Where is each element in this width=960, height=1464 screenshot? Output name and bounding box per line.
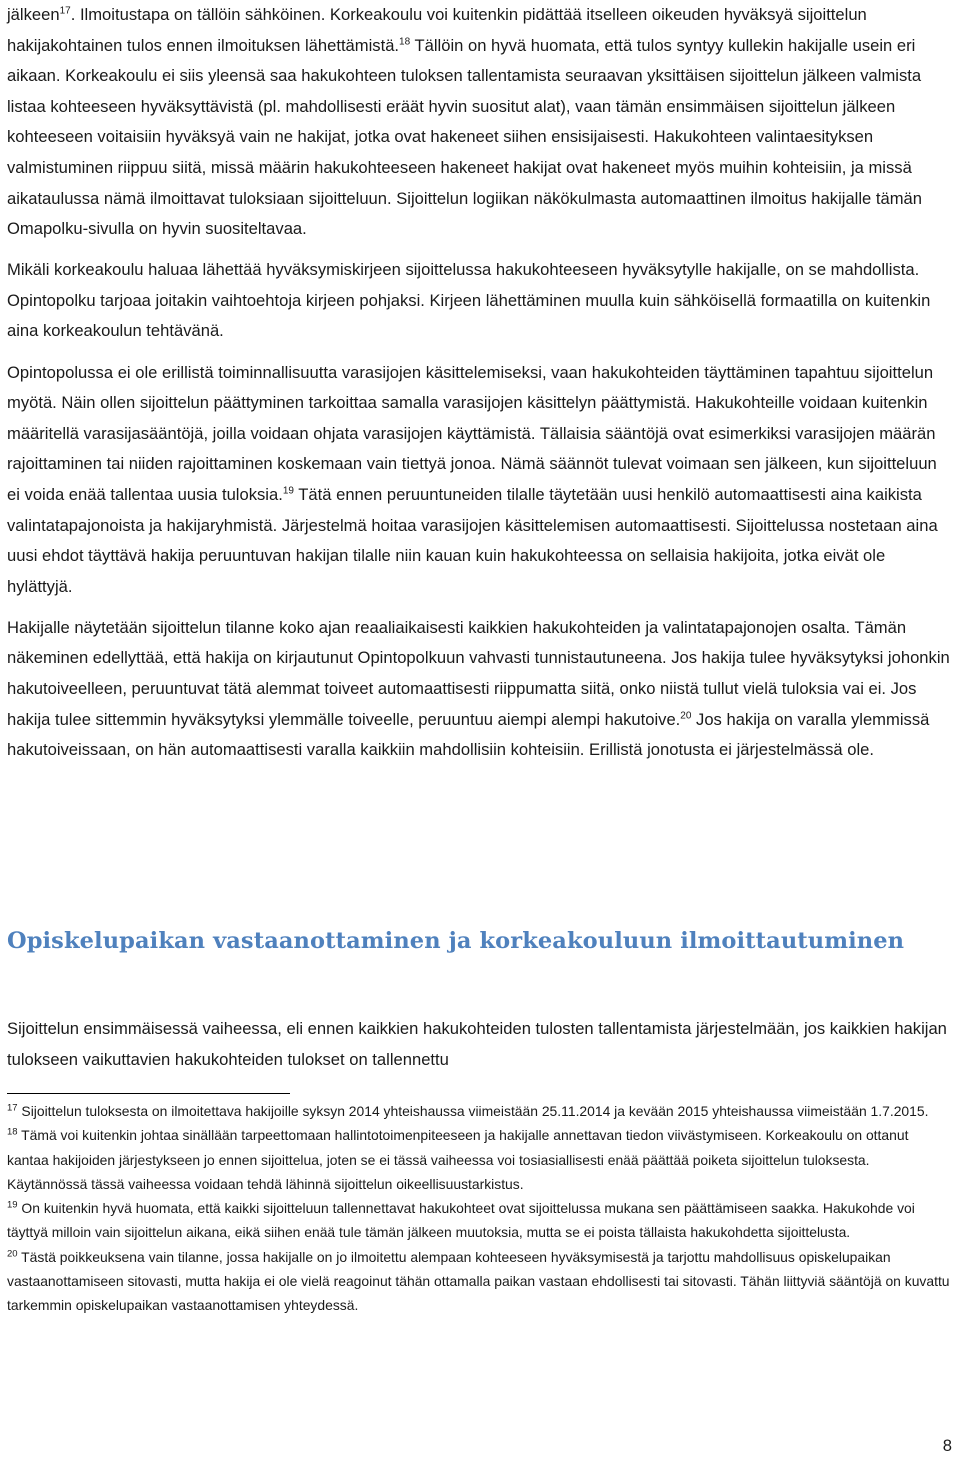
paragraph-2: Mikäli korkeakoulu haluaa lähettää hyväksymiskirjeen sijoittelussa hakukohteeseen hyväksytylle hakijalle, on se mahdollista. Opintopolku tarjoaa joitakin vaihtoehtoja kirjeen pohjaksi. Kirjeen lähettäminen muulla kuin sähköisellä formaatilla on kuitenkin aina korkeakoulun tehtävänä.: [7, 260, 931, 341]
page-number: 8: [942, 1436, 952, 1455]
paragraph-1: jälkeen$^{17}$. Ilmoitustapa on tällöin sähköinen. Korkeakoulu voi kuitenkin pidättää itselleen oikeuden hyväksyä sijoittelun hakijakohtainen tulos ennen ilmoituksen lähettämistä.$^{18}$ Tällöin on hyvä huomata, että tulos syntyy kullekin hakijalle usein eri aikaan. Korkeakoulu ei siis yleensä saa hakukohteen tuloksen tallentamista seuraavan yksittäisen sijoittelun jälkeen valmista listaa kohteeseen hyväksyttävistä (pl. mahdollisesti eräät hyvin suositut alat), vaan tämän ensimmäisen sijoittelun jälkeen kohteeseen voitaisiin hyväksyä vain ne hakijat, jotka ovat hakeneet siihen ensisijaisesti. Hakukohteen valintaesityksen valmistuminen riippuu siitä, missä määrin hakukohteeseen hakeneet hakijat ovat hakeneet myös muihin kohteisiin, ja missä aikataulussa nämä ilmoittavat tuloksiaan sijoitteluun. Sijoittelun logiikan näkökulmasta automaattinen ilmoitus hakijalle tämän Omapolku-sivulla on hyvin suositeltavaa.: [7, 5, 922, 239]
footnote-17: $^{17}$ Sijoittelun tuloksesta on ilmoitettava hakijoille syksyn 2014 yhteishaussa viimeistään 25.11.2014 ja kevään 2015 yhteishaussa viimeistään 1.7.2015.: [7, 1102, 929, 1119]
footnote-ref-17[interactable]: 17: [59, 5, 71, 17]
footnote-ref-19[interactable]: 19: [282, 485, 294, 497]
footnote-18: $^{18}$ Tämä voi kuitenkin johtaa sinällään tarpeettomaan hallintotoimenpiteeseen ja hakijalle annettavan tiedon viivästymiseen. Korkeakoulu on ottanut kantaa hakijoiden järjestykseen jo ennen sijoittelua, joten se ei tässä vaiheessa voi tosiasiallisesti enää päättää poiketa sijoittelun tuloksesta. Käytännössä tässä vaiheessa voidaan tehdä lähinnä sijoittelun oikeellisuustarkistus.: [7, 1126, 909, 1192]
footnote-number: 17: [7, 1102, 18, 1114]
body-text: [7, 0, 952, 766]
footnote-ref-20[interactable]: 20: [680, 710, 692, 722]
footnote-number: 20: [7, 1248, 18, 1260]
footnote-20: $^{20}$ Tästä poikkeuksena vain tilanne, jossa hakijalle on jo ilmoitettu alempaan kohteeseen hyväksymisestä ja tarjottu mahdollisuus opiskelupaikan vastaanottamiseen sitovasti, mutta hakija ei ole vielä reagoinut tähän ottamalla paikan vastaan ehdollisesti tai sitovasti. Tähän liittyviä sääntöjä on kuvattu tarkemmin opiskelupaikan vastaanottamisen yhteydessä.: [7, 1248, 950, 1314]
section-heading: Opiskelupaikan vastaanottaminen ja korkeakouluun ilmoittautuminen: [7, 928, 905, 954]
paragraph-after-heading: Sijoittelun ensimmäisessä vaiheessa, eli ennen kaikkien hakukohteiden tulosten tallentamista järjestelmään, jos kaikkien hakijan tulokseen vaikuttavien hakukohteiden tulokset on tallennettu: [7, 1019, 947, 1069]
paragraph-4: Hakijalle näytetään sijoittelun tilanne koko ajan reaaliaikaisesti kaikkien hakukohteiden ja valintatapajonojen osalta. Tämän näkeminen edellyttää, että hakija on kirjautunut Opintopolkuun vahvasti tunnistautuneena. Jos hakija tulee hyväksytyksi johonkin hakutoiveelleen, peruuntuvat tätä alemmat toiveet automaattisesti riippumatta siitä, onko niistä tullut vielä tuloksia vai ei. Jos hakija tulee sittemmin hyväksytyksi ylemmälle toiveelle, peruuntuu aiempi alempi hakutoive.$^{20}$ Jos hakija on varalla ylemmissä hakutoiveissaan, on hän automaattisesti varalla kaikkiin mahdollisiin kohteisiin. Erillistä jonotusta ei järjestelmässä ole.: [7, 617, 950, 760]
footnote-19: $^{19}$ On kuitenkin hyvä huomata, että kaikki sijoitteluun tallennettavat hakukohteet ovat sijoittelussa mukana sen päättämiseen saakka. Hakukohde voi täyttyä milloin vain sijoittelun aikana, eikä siihen enää tule tämän jälkeen muutoksia, mutta se ei poista tällaista hakukohdetta sijoittelusta.: [7, 1199, 915, 1241]
paragraph-3: Opintopolussa ei ole erillistä toiminnallisuutta varasijojen käsittelemiseksi, vaan hakukohteiden täyttäminen tapahtuu sijoittelun myötä. Näin ollen sijoittelun päättyminen tarkoittaa samalla varasijojen käsittelyn päättymistä. Hakukohteille voidaan kuitenkin määritellä varasijasääntöjä, joilla voidaan ohjata varasijojen käyttämistä. Tällaisia sääntöjä ovat esimerkiksi varasijojen määrän rajoittaminen tai niiden rajoittaminen koskemaan vain tiettyä jonoa. Nämä säännöt tulevat voimaan sen jälkeen, kun sijoitteluun ei voida enää tallentaa uusia tuloksia.$^{19}$ Tätä ennen peruuntuneiden tilalle täytetään uusi henkilö automaattisesti aina kaikista valintatapajonoista ja hakijaryhmistä. Järjestelmä hoitaa varasijojen käsittelemisen automaattisesti. Sijoittelussa nostetaan aina uusi ehdot täyttävä hakija peruuntuvan hakijan tilalle niin kauan kuin hakukohteessa on sellaisia hakijoita, jotka eivät ole hylättyjä.: [7, 362, 938, 596]
footnote-separator: [7, 1093, 290, 1094]
footnote-ref-18[interactable]: 18: [399, 36, 411, 48]
footnote-number: 19: [7, 1199, 18, 1211]
footnote-number: 18: [7, 1126, 18, 1138]
footnotes: [7, 1099, 952, 1318]
